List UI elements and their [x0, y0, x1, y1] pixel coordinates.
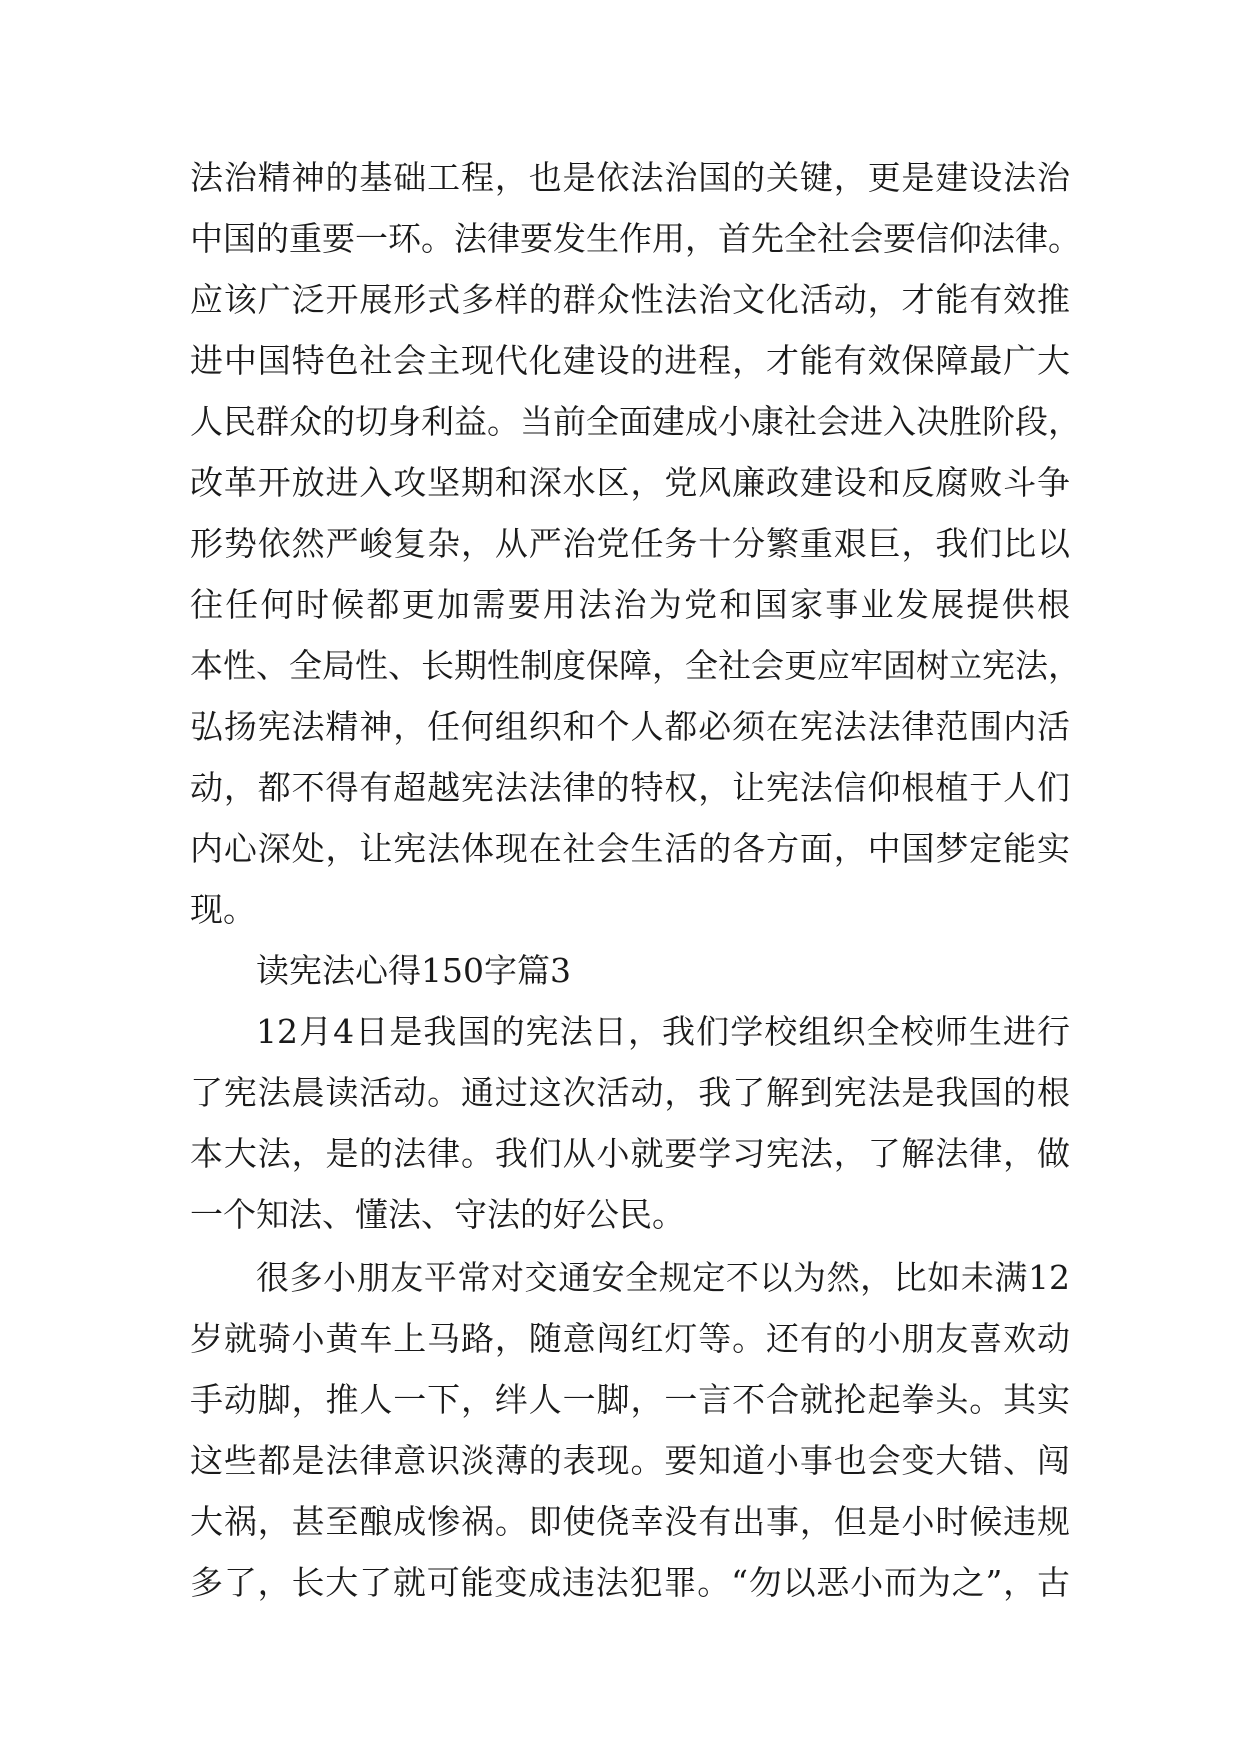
text-line: 人民群众的切身利益。当前全面建成小康社会进入决胜阶段， — [190, 402, 1081, 441]
text-line: 多了，长大了就可能变成违法犯罪。“勿以恶小而为之”，古 — [190, 1563, 1070, 1602]
text-line: 很多小朋友平常对交通安全规定不以为然，比如未满12 — [256, 1258, 1070, 1297]
section-heading: 读宪法心得150字篇3 — [256, 951, 571, 990]
text-line: 往任何时候都更加需要用法治为党和国家事业发展提供根 — [190, 585, 1070, 624]
text-line: 应该广泛开展形式多样的群众性法治文化活动，才能有效推 — [190, 280, 1070, 319]
text-line: 这些都是法律意识淡薄的表现。要知道小事也会变大错、闯 — [190, 1441, 1070, 1480]
text-line: 大祸，甚至酿成惨祸。即使侥幸没有出事，但是小时候违规 — [190, 1502, 1070, 1541]
text-line: 了宪法晨读活动。通过这次活动，我了解到宪法是我国的根 — [190, 1073, 1070, 1112]
text-line: 现。 — [190, 890, 256, 929]
text-line: 岁就骑小黄车上马路，随意闯红灯等。还有的小朋友喜欢动 — [190, 1319, 1070, 1358]
text-line: 法治精神的基础工程，也是依法治国的关键，更是建设法治 — [190, 158, 1070, 197]
text-line: 内心深处，让宪法体现在社会生活的各方面，中国梦定能实 — [190, 829, 1070, 868]
text-line: 一个知法、懂法、守法的好公民。 — [190, 1195, 685, 1234]
text-line: 弘扬宪法精神，任何组织和个人都必须在宪法法律范围内活 — [190, 707, 1070, 746]
text-line: 形势依然严峻复杂，从严治党任务十分繁重艰巨，我们比以 — [190, 524, 1070, 563]
text-line: 12月4日是我国的宪法日，我们学校组织全校师生进行 — [256, 1012, 1070, 1051]
text-line: 动，都不得有超越宪法法律的特权，让宪法信仰根植于人们 — [190, 768, 1070, 807]
text-line: 本性、全局性、长期性制度保障，全社会更应牢固树立宪法， — [190, 646, 1081, 685]
text-line: 中国的重要一环。法律要发生作用，首先全社会要信仰法律。 — [190, 219, 1081, 258]
text-line: 进中国特色社会主现代化建设的进程，才能有效保障最广大 — [190, 341, 1070, 380]
text-line: 手动脚，推人一下，绊人一脚，一言不合就抡起拳头。其实 — [190, 1380, 1070, 1419]
text-line: 本大法，是的法律。我们从小就要学习宪法，了解法律，做 — [190, 1134, 1070, 1173]
text-line: 改革开放进入攻坚期和深水区，党风廉政建设和反腐败斗争 — [190, 463, 1070, 502]
